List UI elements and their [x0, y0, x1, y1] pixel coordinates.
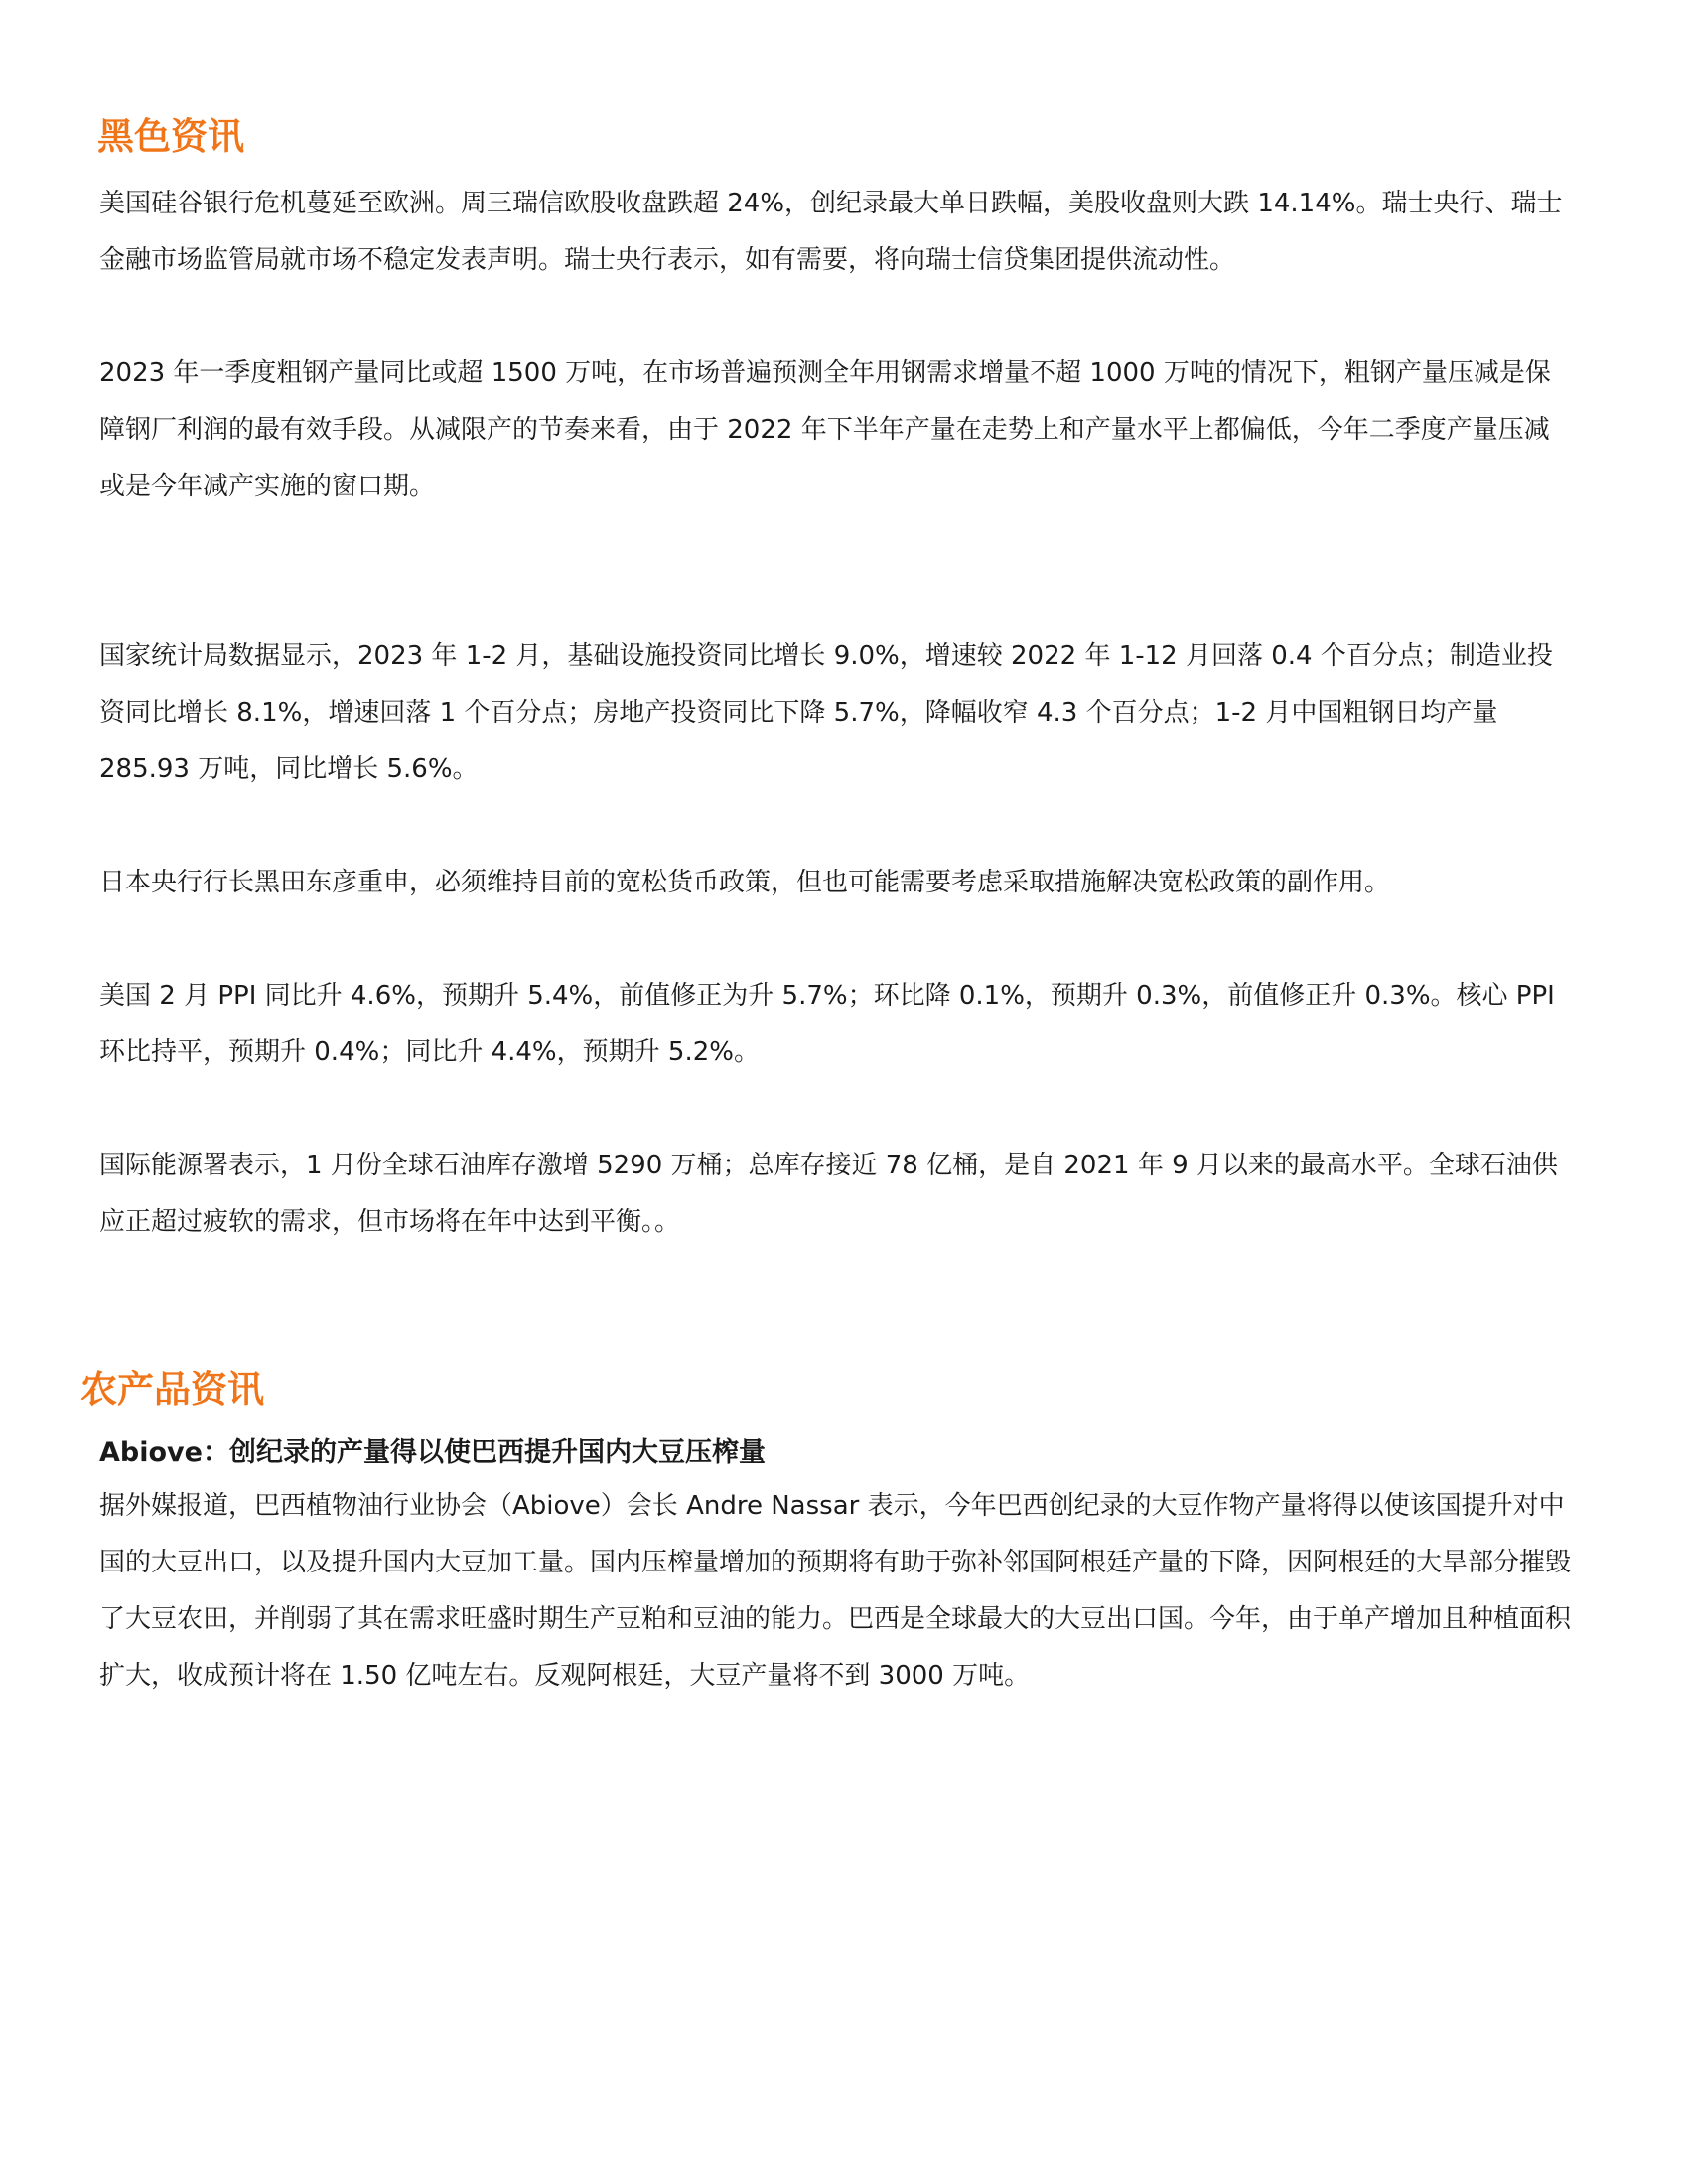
article-title-abiove: Abiove：创纪录的产量得以使巴西提升国内大豆压榨量	[99, 1437, 766, 1468]
section-title-black: 黑色资讯	[97, 115, 244, 158]
paragraph-svb-crisis: 美国硅谷银行危机蔓延至欧洲。周三瑞信欧股收盘跌超 24%，创纪录最大单日跌幅，美股收盘则大跌 14.14%。瑞士央行、瑞士金融市场监管局就市场不稳定发表声明。瑞士央行表示，如有需要，将向瑞士信贷集团提供流动性。	[99, 189, 1563, 275]
paragraph-abiove: 据外媒报道，巴西植物油行业协会（Abiove）会长 Andre Nassar 表示，今年巴西创纪录的大豆作物产量将得以使该国提升对中国的大豆出口，以及提升国内大豆加工量。国内压榨量增加的预期将有助于弥补邻国阿根廷产量的下降，因阿根廷的大旱部分摧毁了大豆农田，并削弱了其在需求旺盛时期生产豆粕和豆油的能力。巴西是全球最大的大豆出口国。今年，由于单产增加且种植面积扩大，收成预计将在 1.50 亿吨左右。反观阿根廷，大豆产量将不到 3000 万吨。	[99, 1491, 1572, 1691]
section-title-agri: 农产品资讯	[80, 1368, 264, 1411]
paragraph-iea-oil: 国际能源署表示，1 月份全球石油库存激增 5290 万桶；总库存接近 78 亿桶，是自 2021 年 9 月以来的最高水平。全球石油供应正超过疲软的需求，但市场将在年中达到平衡。。	[99, 1151, 1558, 1237]
paragraph-steel-output: 2023 年一季度粗钢产量同比或超 1500 万吨，在市场普遍预测全年用钢需求增量不超 1000 万吨的情况下，粗钢产量压减是保障钢厂利润的最有效手段。从减限产的节奏来看，由于 2022 年下半年产量在走势上和产量水平上都偏低，今年二季度产量压减或是今年减产实施的窗口期。	[99, 358, 1551, 501]
paragraph-stats-bureau: 国家统计局数据显示，2023 年 1-2 月，基础设施投资同比增长 9.0%，增速较 2022 年 1-12 月回落 0.4 个百分点；制造业投资同比增长 8.1%，增速回落 1 个百分点；房地产投资同比下降 5.7%，降幅收窄 4.3 个百分点；1-2 月中国粗钢日均产量 285.93 万吨，同比增长 5.6%。	[99, 641, 1553, 784]
paragraph-boj: 日本央行行长黑田东彦重申，必须维持目前的宽松货币政策，但也可能需要考虑采取措施解决宽松政策的副作用。	[99, 868, 1391, 897]
paragraph-us-ppi: 美国 2 月 PPI 同比升 4.6%，预期升 5.4%，前值修正为升 5.7%；环比降 0.1%，预期升 0.3%，前值修正升 0.3%。核心 PPI 环比持平，预期升 0.4%；同比升 4.4%，预期升 5.2%。	[99, 981, 1555, 1067]
